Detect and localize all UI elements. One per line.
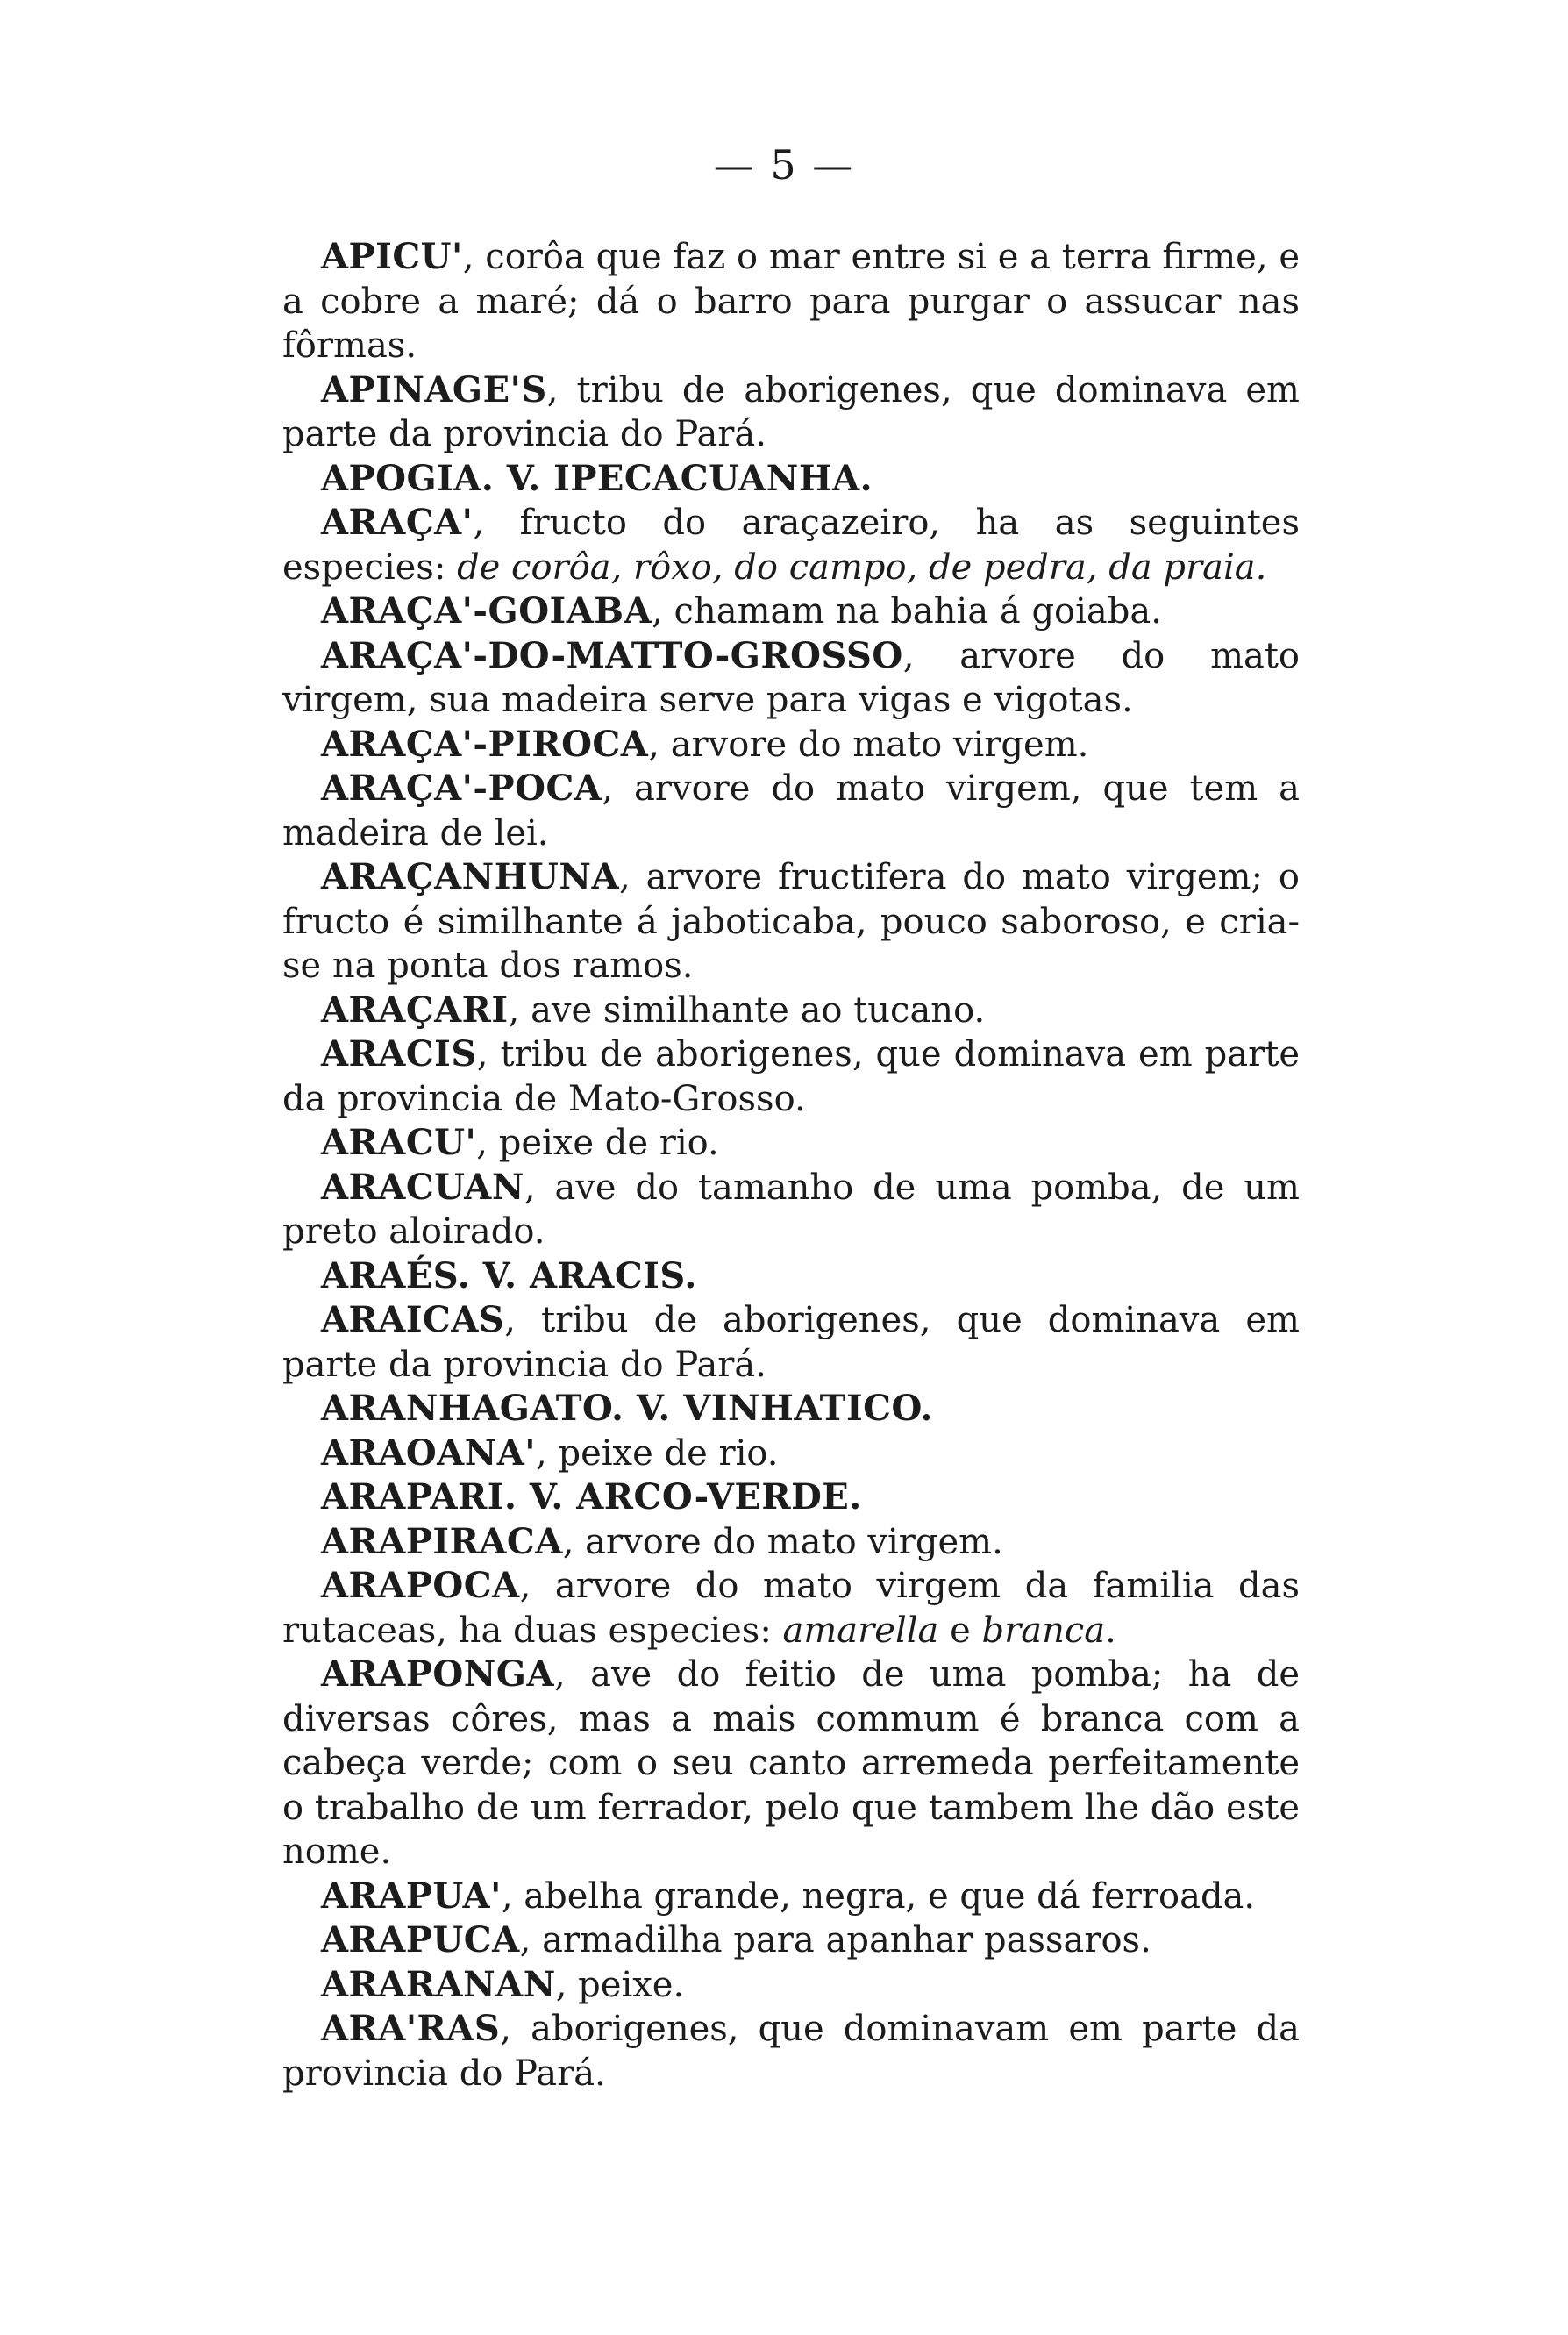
entry-definition: , ave do feitio de uma pomba; ha de diversas côres, mas a mais commum é branca com a cabeça verde; com o seu canto arremeda perfeitamente o trabalho de um ferrador, pelo que tambem lhe dão este nome. (282, 1654, 1300, 1872)
entry-definition: , peixe de rio. (536, 1432, 779, 1474)
entry-definition: , arvore do mato virgem da familia das rutaceas, ha duas especies: (282, 1566, 1300, 1651)
entry-headword: ARAÇA'-POCA (321, 768, 602, 809)
entry-araranan (282, 1963, 1300, 2008)
entry-definition: , arvore do mato virgem, sua madeira serve para vigas e vigotas. (282, 635, 1300, 720)
entry-headword: ARAÉS. V. ARACIS. (321, 1254, 697, 1296)
entry-araca-do-matto-grosso (282, 634, 1300, 723)
entry-headword: APOGIA. V. IPECACUANHA. (321, 457, 873, 499)
dictionary-entries (282, 235, 1300, 2096)
entry-araes (282, 1254, 1300, 1299)
entry-araoana (282, 1432, 1300, 1476)
entry-headword: ARA'RAS (321, 2008, 501, 2049)
entry-arapua (282, 1874, 1300, 1919)
entry-apinages (282, 368, 1300, 457)
entry-aracis (282, 1032, 1300, 1121)
entry-headword: ARAÇA'-DO-MATTO-GROSSO (321, 634, 903, 676)
entry-definition: , fructo do araçazeiro, ha as seguintes especies: (282, 503, 1300, 588)
entry-period: . (1105, 1610, 1116, 1651)
entry-definition: , abelha grande, negra, e que dá ferroada. (501, 1875, 1256, 1917)
page-number: — 5 — (713, 141, 855, 189)
entry-headword: ARACIS (321, 1033, 477, 1075)
entry-araca-goiaba (282, 589, 1300, 634)
entry-definition: , tribu de aborigenes, que dominava em parte da provincia do Pará. (282, 1300, 1300, 1385)
entry-arapiraca (282, 1520, 1300, 1565)
entry-apogia (282, 457, 1300, 502)
entry-headword: ARAÇANHUNA (321, 856, 620, 897)
entry-headword: ARAÇA'-GOIABA (321, 590, 652, 632)
entry-araponga (282, 1653, 1300, 1874)
entry-headword: ARAÇARI (321, 989, 509, 1031)
entry-definition: , aborigenes, que dominavam em parte da provincia do Pará. (282, 2009, 1300, 2094)
entry-headword: ARAPIRACA (321, 1520, 563, 1562)
entry-headword: ARAÇA' (321, 502, 474, 543)
entry-headword: ARAICAS (321, 1299, 505, 1340)
entry-arapari (282, 1475, 1300, 1520)
entry-aranhagato (282, 1387, 1300, 1432)
entry-definition: , ave similhante ao tucano. (508, 989, 986, 1031)
entry-definition: , tribu de aborigenes, que dominava em parte da provincia de Mato-Grosso. (282, 1034, 1300, 1119)
entry-headword: ARAPONGA (321, 1653, 554, 1695)
entry-aracanhuna (282, 855, 1300, 989)
entry-definition: , arvore do mato virgem, que tem a madeira de lei. (282, 768, 1300, 853)
entry-aracuan (282, 1166, 1300, 1254)
entry-headword: ARAOANA' (321, 1432, 537, 1474)
entry-headword: ARACU' (321, 1122, 477, 1163)
entry-headword: ARAPUA' (321, 1874, 502, 1917)
entry-definition: , armadilha para apanhar passaros. (519, 1920, 1151, 1960)
entry-species-italic-2: branca (981, 1610, 1106, 1651)
entry-headword: ARARANAN (321, 1963, 556, 2005)
entry-definition: , arvore fructifera do mato virgem; o fructo é similhante á jaboticaba, pouco saboroso, e cria-se na ponta dos ramos. (282, 857, 1300, 986)
entry-species-italic: de corôa, rôxo, do campo, de pedra, da praia. (457, 546, 1267, 588)
entry-headword: ARANHAGATO. V. VINHATICO. (321, 1388, 933, 1429)
entry-araca (282, 501, 1300, 589)
entry-aracu (282, 1121, 1300, 1166)
entry-araicas (282, 1298, 1300, 1387)
entry-headword: ARACUAN (321, 1166, 524, 1208)
entry-headword: ARAPARI. V. ARCO-VERDE. (321, 1476, 862, 1517)
entry-definition: , ave do tamanho de uma pomba, de um preto aloirado. (282, 1167, 1300, 1252)
entry-definition: , arvore do mato virgem. (562, 1521, 1003, 1562)
entry-headword: APICU' (321, 236, 463, 277)
entry-apicu (282, 235, 1300, 368)
entry-araras (282, 2007, 1300, 2096)
entry-conjunction: e (938, 1610, 982, 1651)
entry-definition: , chamam na bahia á goiaba. (652, 591, 1162, 632)
entry-headword: ARAPUCA (321, 1919, 520, 1960)
entry-arapoca (282, 1564, 1300, 1653)
entry-definition: , arvore do mato virgem. (648, 724, 1089, 765)
entry-araca-piroca (282, 723, 1300, 768)
entry-definition: , tribu de aborigenes, que dominava em parte da provincia do Pará. (282, 369, 1300, 454)
entry-headword: APINAGE'S (321, 368, 547, 411)
entry-definition: , peixe de rio. (476, 1123, 719, 1163)
entry-definition: , peixe. (555, 1964, 685, 2005)
entry-definition: , corôa que faz o mar entre si e a terra firme, e a cobre a maré; dá o barro para purgar o assucar nas fôrmas. (282, 237, 1300, 366)
entry-aracari (282, 989, 1300, 1033)
entry-araca-poca (282, 767, 1300, 855)
entry-arapuca (282, 1918, 1300, 1963)
entry-headword: ARAÇA'-PIROCA (321, 723, 649, 765)
entry-headword: ARAPOCA (321, 1565, 520, 1606)
entry-species-italic: amarella (782, 1610, 939, 1651)
